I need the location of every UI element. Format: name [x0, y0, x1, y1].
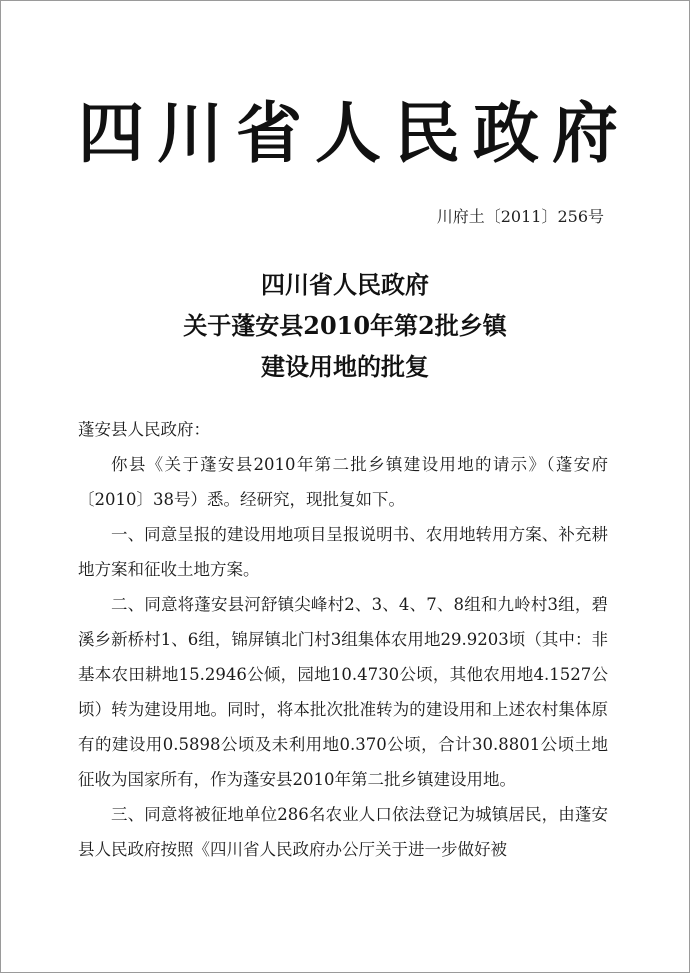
header-char: 川	[157, 95, 223, 172]
body-paragraph: 三、同意将被征地单位286名农业人口依法登记为城镇居民，由蓬安县人民政府按照《四川省人民政府办公厅关于进一步做好被	[78, 805, 608, 859]
header-char: 府	[552, 95, 618, 172]
header-char: 人	[315, 95, 381, 172]
header-char: 政	[473, 95, 539, 172]
header-char: 省	[236, 95, 302, 172]
document-body	[78, 412, 608, 867]
body-paragraph: 一、同意呈报的建设用地项目呈报说明书、农用地转用方案、补充耕地方案和征收土地方案。	[78, 525, 608, 579]
body-paragraph: 你县《关于蓬安县2010年第二批乡镇建设用地的请示》（蓬安府〔2010〕38号）悉。经研究，现批复如下。	[78, 455, 608, 509]
issuing-authority-header	[78, 94, 618, 174]
document-title-line-1: 四川省人民政府	[261, 270, 429, 299]
body-paragraph: 二、同意将蓬安县河舒镇尖峰村2、3、4、7、8组和九岭村3组，碧溪乡新桥村1、6组，锦屏镇北门村3组集体农用地29.9203顷（其中：非基本农田耕地15.2946公倾，园地10.4730公顷，其他农用地4.1527公顷）转为建设用地。同时，将本批次批准转为的建设用和上述农村集体原有的建设用0.5898公顷及未利用地0.370公顷，合计30.8801公顷土地征收为国家所有，作为蓬安县2010年第二批乡镇建设用地。	[78, 595, 608, 789]
header-char: 四	[78, 95, 144, 172]
addressee: 蓬安县人民政府：	[78, 420, 210, 439]
document-title-line-3: 建设用地的批复	[261, 352, 429, 381]
document-number: 川府土〔2011〕256号	[436, 207, 604, 226]
document-title-line-2: 关于蓬安县2010年第2批乡镇	[183, 311, 507, 340]
header-char: 民	[394, 95, 460, 172]
